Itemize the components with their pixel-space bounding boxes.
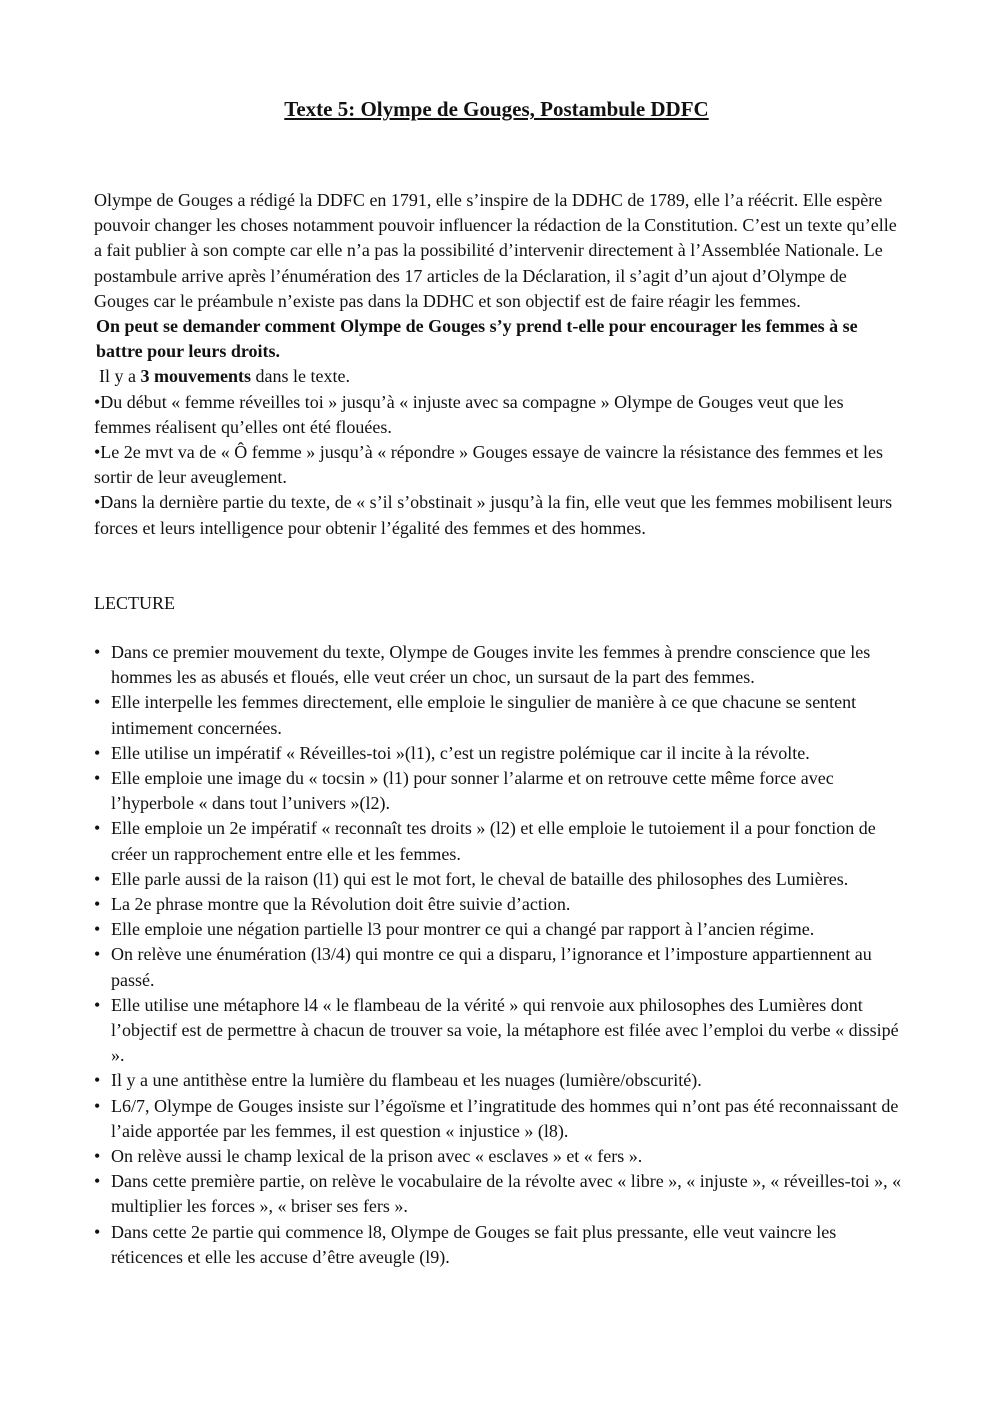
list-item-text: Elle interpelle les femmes directement, elle emploie le singulier de manière à ce que chacune se sentent intimement concernées. xyxy=(111,692,857,738)
lecture-bullet-list xyxy=(94,640,904,1270)
list-item xyxy=(94,816,904,866)
list-item xyxy=(94,741,904,766)
list-item-text: On relève une énumération (l3/4) qui montre ce qui a disparu, l’ignorance et l’imposture appartiennent au passé. xyxy=(111,944,872,990)
bullet-icon: • xyxy=(94,1146,101,1167)
bullet-icon: • xyxy=(94,868,101,889)
document-title: Texte 5: Olympe de Gouges, Postambule DDFC xyxy=(284,97,709,121)
movements-count-line xyxy=(94,364,904,389)
list-item-text: Dans ce premier mouvement du texte, Olympe de Gouges invite les femmes à prendre conscience que les hommes les as abusés et floués, elle veut créer un choc, un sursaut de la part des femmes. xyxy=(111,642,871,688)
list-item xyxy=(94,690,904,740)
list-item xyxy=(94,766,904,816)
movement-1: •Du début « femme réveilles toi » jusqu’à « injuste avec sa compagne » Olympe de Gouges veut que les femmes réalisent qu’elles ont été flouées. xyxy=(94,391,844,437)
bullet-icon: • xyxy=(94,768,101,789)
list-item xyxy=(94,917,904,942)
movements-prefix: Il y a xyxy=(99,366,141,387)
list-item-text: Elle emploie une image du « tocsin » (l1) pour sonner l’alarme et on retrouve cette même force avec l’hyperbole « dans tout l’univers »(l2). xyxy=(111,768,834,814)
bullet-icon: • xyxy=(94,1171,101,1192)
list-item xyxy=(94,993,904,1069)
list-item xyxy=(94,640,904,690)
bullet-icon: • xyxy=(94,818,101,839)
list-item xyxy=(94,1094,904,1144)
list-item xyxy=(94,942,904,992)
list-item-text: Elle utilise un impératif « Réveilles-toi »(l1), c’est un registre polémique car il incite à la révolte. xyxy=(111,742,810,763)
list-item xyxy=(94,1220,904,1270)
list-item-text: Dans cette première partie, on relève le vocabulaire de la révolte avec « libre », « injuste », « réveilles-toi », « multiplier les forces », « briser ses fers ». xyxy=(111,1171,902,1217)
list-item xyxy=(94,1068,904,1093)
list-item-text: On relève aussi le champ lexical de la prison avec « esclaves » et « fers ». xyxy=(111,1146,643,1167)
list-item xyxy=(94,1144,904,1169)
bullet-icon: • xyxy=(94,692,101,713)
list-item-text: Elle utilise une métaphore l4 « le flambeau de la vérité » qui renvoie aux philosophes des Lumières dont l’objectif est de permettre à chacun de trouver sa voie, la métaphore est filée avec l’emploi du verbe « dissipé ». xyxy=(111,994,899,1066)
list-item-text: Elle emploie une négation partielle l3 pour montrer ce qui a changé par rapport à l’ancien régime. xyxy=(111,919,815,940)
movements-count: 3 mouvements xyxy=(140,366,251,387)
bullet-icon: • xyxy=(94,919,101,940)
list-item-text: Elle parle aussi de la raison (l1) qui est le mot fort, le cheval de bataille des philosophes des Lumières. xyxy=(111,868,849,889)
problematic-question: On peut se demander comment Olympe de Gouges s’y prend t-elle pour encourager les femmes à se battre pour leurs droits. xyxy=(96,316,858,362)
list-item-text: Il y a une antithèse entre la lumière du flambeau et les nuages (lumière/obscurité). xyxy=(111,1070,702,1091)
bullet-icon: • xyxy=(94,944,101,965)
bullet-icon: • xyxy=(94,642,101,662)
bullet-icon: • xyxy=(94,742,101,763)
movements-suffix: dans le texte. xyxy=(250,366,350,387)
list-item-text: Elle emploie un 2e impératif « reconnaît tes droits » (l2) et elle emploie le tutoiement il a pour fonction de créer un rapprochement entre elle et les femmes. xyxy=(111,818,876,864)
bullet-icon: • xyxy=(94,1070,101,1091)
bullet-icon: • xyxy=(94,994,101,1015)
list-item xyxy=(94,1169,904,1219)
bullet-icon: • xyxy=(94,894,101,915)
introduction-section xyxy=(94,188,904,541)
list-item-text: Dans cette 2e partie qui commence l8, Olympe de Gouges se fait plus pressante, elle veut vaincre les réticences et elle les accuse d’être aveugle (l9). xyxy=(111,1221,837,1267)
list-item xyxy=(94,892,904,917)
bullet-icon: • xyxy=(94,1221,101,1242)
lecture-heading: LECTURE xyxy=(94,593,175,613)
list-item-text: La 2e phrase montre que la Révolution doit être suivie d’action. xyxy=(111,894,571,915)
bullet-icon: • xyxy=(94,1095,101,1116)
list-item xyxy=(94,867,904,892)
list-item-text: L6/7, Olympe de Gouges insiste sur l’égoïsme et l’ingratitude des hommes qui n’ont pas été reconnaissant de l’aide apportée par les femmes, il est question « injustice » (l8). xyxy=(111,1095,899,1141)
movement-2: •Le 2e mvt va de « Ô femme » jusqu’à « répondre » Gouges essaye de vaincre la résistance des femmes et les sortir de leur aveuglement. xyxy=(94,442,884,488)
movement-3: •Dans la dernière partie du texte, de « s’il s’obstinait » jusqu’à la fin, elle veut que les femmes mobilisent leurs forces et leurs intelligence pour obtenir l’égalité des femmes et des hommes. xyxy=(94,492,893,538)
intro-paragraph: Olympe de Gouges a rédigé la DDFC en 1791, elle s’inspire de la DDHC de 1789, elle l’a réécrit. Elle espère pouvoir changer les choses notamment pouvoir influencer la rédaction de la Constitution. C’est un texte qu’elle a fait publier à son compte car elle n’a pas la possibilité d’intervenir directement à l’Assemblée Nationale. Le postambule arrive après l’énumération des 17 articles de la Déclaration, il s’agit d’un ajout d’Olympe de Gouges car le préambule n’existe pas dans la DDHC et son objectif est de faire réagir les femmes. xyxy=(94,190,897,311)
